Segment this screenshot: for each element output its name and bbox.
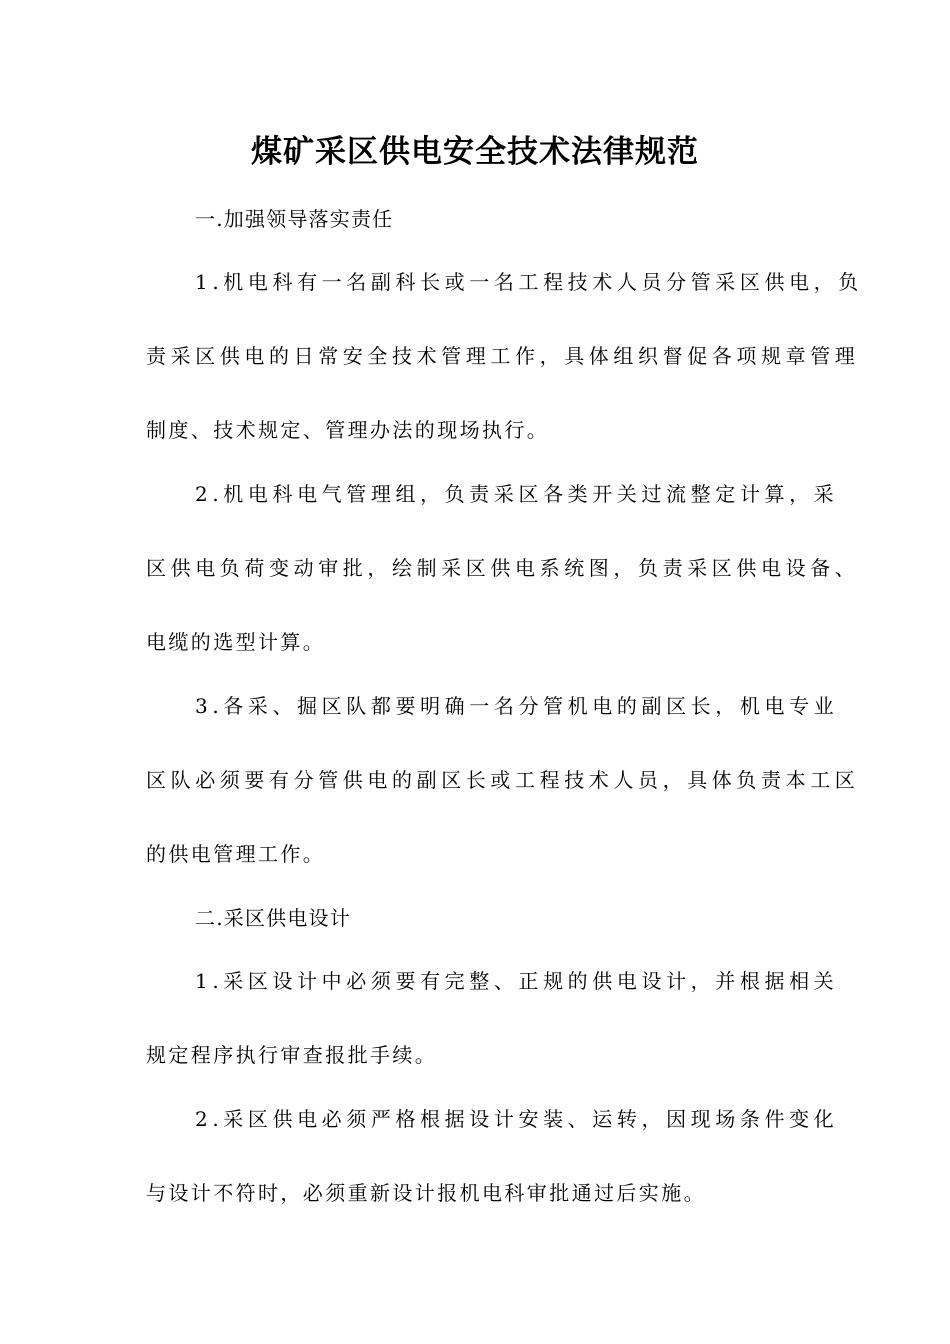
section-heading: 一.加强领导落实责任 bbox=[195, 207, 394, 231]
paragraph-line: 2.机电科电气管理组，负责采区各类开关过流整定计算，采 bbox=[195, 482, 839, 506]
paragraph-line: 电缆的选型计算。 bbox=[146, 630, 326, 654]
paragraph-line: 与设计不符时，必须重新设计报机电科审批通过后实施。 bbox=[146, 1181, 706, 1205]
paragraph-line: 3.各采、掘区队都要明确一名分管机电的副区长，机电专业 bbox=[195, 694, 839, 718]
paragraph-line: 规定程序执行审查报批手续。 bbox=[146, 1043, 438, 1067]
paragraph-line: 区队必须要有分管供电的副区长或工程技术人员，具体负责本工区 bbox=[146, 768, 860, 792]
paragraph-line: 制度、技术规定、管理办法的现场执行。 bbox=[146, 418, 550, 442]
paragraph-line: 区供电负荷变动审批，绘制采区供电系统图，负责采区供电设备、 bbox=[146, 556, 860, 580]
paragraph-line: 责采区供电的日常安全技术管理工作，具体组织督促各项规章管理 bbox=[146, 344, 860, 368]
paragraph-line: 1.机电科有一名副科长或一名工程技术人员分管采区供电，负 bbox=[195, 270, 863, 294]
document-title: 煤矿采区供电安全技术法律规范 bbox=[251, 134, 699, 170]
paragraph-line: 的供电管理工作。 bbox=[146, 842, 326, 866]
paragraph-line: 2.采区供电必须严格根据设计安装、运转，因现场条件变化 bbox=[195, 1107, 839, 1131]
paragraph-line: 1.采区设计中必须要有完整、正规的供电设计，并根据相关 bbox=[195, 969, 839, 993]
section-heading: 二.采区供电设计 bbox=[195, 906, 351, 930]
